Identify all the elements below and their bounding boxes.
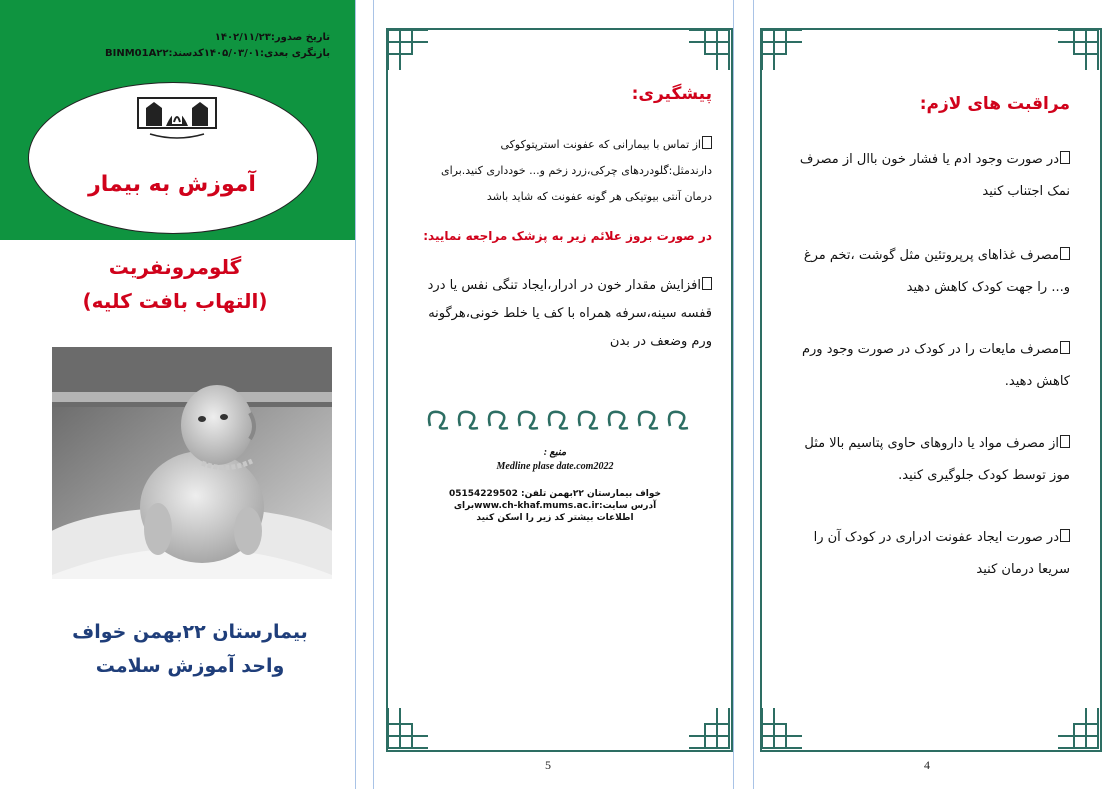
corner-ornament-icon	[760, 28, 804, 72]
disease-title	[20, 250, 330, 318]
corner-ornament-icon	[386, 28, 430, 72]
disease-name: گلومرونفریت	[108, 255, 242, 279]
page-number: 5	[545, 758, 551, 772]
contact-phone: خواف بیمارستان ۲۲بهمن تلفن: 05154229502	[448, 489, 661, 499]
divider-ornament-icon	[420, 404, 700, 434]
care-item: در صورت وجود ادم یا فشار خون باال از مصرف نمک اجتناب کنید	[799, 152, 1070, 199]
disease-description: (التهاب بافت کلیه)	[82, 289, 268, 313]
doc-code: کدسند:BINM01A۲۲	[104, 48, 204, 59]
checkbox-icon	[1060, 247, 1070, 260]
contact-block	[420, 488, 690, 524]
corner-ornament-icon	[760, 706, 804, 750]
panel-separator	[373, 0, 374, 789]
hospital-name: بیمارستان ۲۲بهمن خواف	[72, 621, 308, 643]
checkbox-icon	[1060, 435, 1070, 448]
corner-ornament-icon	[687, 706, 731, 750]
care-item: مصرف مایعات را در کودک در صورت وجود ورم کاهش دهید.	[801, 342, 1070, 389]
panel-separator	[753, 0, 754, 789]
hospital-block	[40, 615, 340, 683]
cover-title: آموزش به بیمار	[88, 172, 256, 197]
university-logo-icon	[136, 96, 218, 142]
panel-separator	[355, 0, 356, 789]
care-heading: مراقبت های لازم:	[919, 94, 1070, 114]
corner-ornament-icon	[1056, 28, 1100, 72]
source-block	[420, 446, 690, 474]
checkbox-icon	[1060, 529, 1070, 542]
prevention-heading: پیشگیری:	[631, 84, 712, 104]
corner-ornament-icon	[386, 706, 430, 750]
panel-separator	[733, 0, 734, 789]
care-item: مصرف غذاهای پرپروتئین مثل گوشت ،تخم مرغ و... را جهت کودک کاهش دهید	[803, 248, 1070, 295]
health-education-unit: واحد آموزش سلامت	[95, 655, 285, 677]
issue-date: تاریخ صدور:۱۴۰۲/۱۱/۲۳	[214, 32, 330, 43]
corner-ornament-icon	[687, 28, 731, 72]
checkbox-icon	[1060, 341, 1070, 354]
baby-photo	[52, 347, 332, 579]
care-item: در صورت ایجاد عفونت ادراری در کودک آن را سریعا درمان کنید	[813, 530, 1070, 577]
care-item: از مصرف مواد یا داروهای حاوی پتاسیم بالا مثل موز توسط کودک جلوگیری کنید.	[804, 436, 1070, 483]
website-link[interactable]: آدرس سایت:www.ch-khaf.mums.ac.irبرای	[453, 501, 657, 511]
page-number: 4	[924, 758, 930, 772]
prevention-text: از تماس با بیمارانی که عفونت استرپتوکوکی دارندمثل:گلودردهای چرکی،زرد زخم و... خودداری کنید.برای درمان آنتی بیوتیکی هر گونه عفونت که شاید باشد	[440, 138, 712, 203]
warning-heading: در صورت بروز علائم زیر به پزشک مراجعه نمایید:	[423, 229, 712, 243]
scan-note: اطلاعات بیشتر کد زیر را اسکن کنید	[476, 513, 634, 523]
corner-ornament-icon	[1056, 706, 1100, 750]
review-date-code	[30, 46, 330, 62]
source-text: Medline plase date.com2022	[496, 461, 614, 472]
checkbox-icon	[702, 136, 712, 149]
symptoms-text: افزایش مقدار خون در ادرار،ایجاد تنگی نفس یا درد قفسه سینه،سرفه همراه با کف یا خلط خونی،هرگونه ورم وضعف در بدن	[427, 278, 712, 349]
document-meta	[30, 30, 330, 62]
checkbox-icon	[702, 277, 712, 290]
review-date: بازنگری بعدی:۱۴۰۵/۰۳/۰۱	[203, 48, 330, 59]
checkbox-icon	[1060, 151, 1070, 164]
source-label: منبع :	[543, 447, 567, 458]
